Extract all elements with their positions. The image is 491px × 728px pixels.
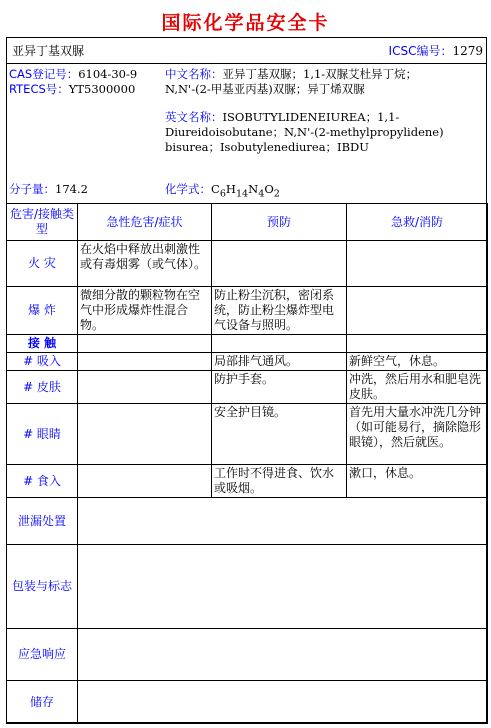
icsc-value: 1279 bbox=[452, 44, 483, 58]
ingestion-prevention: 工作时不得进食、饮水或吸烟。 bbox=[212, 465, 347, 498]
formula-n-count: 4 bbox=[258, 188, 265, 200]
section-storage: 储存 bbox=[7, 681, 78, 724]
header-prevention: 预防 bbox=[212, 204, 347, 241]
formula-h-count: 14 bbox=[235, 188, 249, 200]
chemical-name: 亚异丁基双脲 bbox=[12, 44, 85, 58]
table-row bbox=[7, 681, 488, 724]
fire-prevention bbox=[212, 241, 347, 287]
section-emergency: 应急响应 bbox=[7, 629, 78, 681]
table-row bbox=[7, 498, 488, 545]
fire-aid bbox=[347, 241, 488, 287]
emergency-content bbox=[78, 629, 488, 681]
row-type-fire: 火 灾 bbox=[7, 241, 78, 287]
table-row bbox=[7, 241, 488, 287]
explosion-aid bbox=[347, 287, 488, 335]
table-row bbox=[7, 404, 488, 465]
explosion-prevention: 防止粉尘沉积，密闭系统，防止粉尘爆炸型电气设备与照明。 bbox=[212, 287, 347, 335]
cas-block bbox=[9, 67, 137, 97]
cn-name-line1: 亚异丁基双脲；1,1-双脲艾杜异丁烷； bbox=[222, 67, 418, 81]
fire-symptom: 在火焰中释放出刺激性或有毒烟雾（或气体）。 bbox=[78, 241, 212, 287]
rtecs-label: RTECS号： bbox=[9, 82, 69, 96]
formula-n: N bbox=[248, 182, 259, 196]
inhalation-prevention: 局部排气通风。 bbox=[212, 353, 347, 371]
formula-c-count: 6 bbox=[219, 188, 226, 200]
en-name-label: 英文名称： bbox=[165, 110, 223, 124]
ingestion-symptom bbox=[78, 465, 212, 498]
icsc-label: ICSC编号： bbox=[388, 44, 453, 58]
rtecs-value: YT5300000 bbox=[68, 82, 136, 96]
spill-content bbox=[78, 498, 488, 545]
en-name-line3: bisurea；Isobutylenediurea；IBDU bbox=[165, 140, 369, 154]
eyes-symptom bbox=[78, 404, 212, 465]
skin-aid: 冲洗，然后用水和肥皂洗皮肤。 bbox=[347, 371, 488, 404]
eyes-prevention: 安全护目镜。 bbox=[212, 404, 347, 465]
cas-label: CAS登记号： bbox=[9, 67, 79, 81]
en-name-line1: ISOBUTYLIDENEIUREA；1,1- bbox=[222, 110, 400, 124]
row-type-eyes: # 眼睛 bbox=[7, 404, 78, 465]
mw-label: 分子量： bbox=[9, 182, 55, 196]
exposure-symptom bbox=[78, 335, 212, 353]
table-row bbox=[7, 335, 488, 353]
ingestion-aid: 漱口，休息。 bbox=[347, 465, 488, 498]
formula-o: O bbox=[264, 182, 274, 196]
exposure-prevention bbox=[212, 335, 347, 353]
formula-label: 化学式： bbox=[165, 182, 211, 196]
storage-content bbox=[78, 681, 488, 724]
table-row bbox=[7, 353, 488, 371]
row-type-explosion: 爆 炸 bbox=[7, 287, 78, 335]
formula-o-count: 2 bbox=[273, 188, 280, 200]
table-header-row bbox=[7, 204, 488, 241]
hazard-table bbox=[6, 203, 488, 724]
eyes-aid: 首先用大量水冲洗几分钟（如可能易行，摘除隐形眼镜），然后就医。 bbox=[347, 404, 488, 465]
mw-value: 174.2 bbox=[55, 182, 88, 196]
packaging-content bbox=[78, 545, 488, 629]
en-name-line2: Diureidoisobutane；N,N'-(2-methylpropylidene) bbox=[165, 125, 444, 139]
header-hazard-type: 危害/接触类型 bbox=[7, 204, 78, 241]
cas-value: 6104-30-9 bbox=[78, 67, 138, 81]
cn-name-label: 中文名称： bbox=[165, 67, 223, 81]
table-row bbox=[7, 371, 488, 404]
row-type-ingestion: # 食入 bbox=[7, 465, 78, 498]
header-row bbox=[6, 37, 487, 64]
molecular-weight bbox=[9, 182, 88, 197]
section-packaging: 包装与标志 bbox=[7, 545, 78, 629]
explosion-symptom: 微细分散的颗粒物在空气中形成爆炸性混合物。 bbox=[78, 287, 212, 335]
inhalation-symptom bbox=[78, 353, 212, 371]
skin-prevention: 防护手套。 bbox=[212, 371, 347, 404]
card-title: 国际化学品安全卡 bbox=[161, 12, 330, 34]
cn-name-line2: N,N'-(2-甲基亚丙基)双脲；异丁烯双脲 bbox=[165, 82, 365, 96]
section-spill: 泄漏处置 bbox=[7, 498, 78, 545]
table-row bbox=[7, 545, 488, 629]
formula-c: C bbox=[211, 182, 220, 196]
table-row bbox=[7, 287, 488, 335]
row-type-inhalation: # 吸入 bbox=[7, 353, 78, 371]
icsc-number bbox=[389, 42, 483, 59]
header-first-aid: 急救/消防 bbox=[347, 204, 488, 241]
chemical-formula bbox=[165, 182, 280, 201]
table-row bbox=[7, 629, 488, 681]
row-type-skin: # 皮肤 bbox=[7, 371, 78, 404]
row-type-exposure: 接 触 bbox=[7, 335, 78, 353]
header-symptoms: 急性危害/症状 bbox=[78, 204, 212, 241]
formula-h: H bbox=[225, 182, 236, 196]
english-names bbox=[165, 110, 485, 155]
table-row bbox=[7, 465, 488, 498]
chinese-names bbox=[165, 67, 485, 97]
inhalation-aid: 新鲜空气，休息。 bbox=[347, 353, 488, 371]
skin-symptom bbox=[78, 371, 212, 404]
exposure-aid bbox=[347, 335, 488, 353]
